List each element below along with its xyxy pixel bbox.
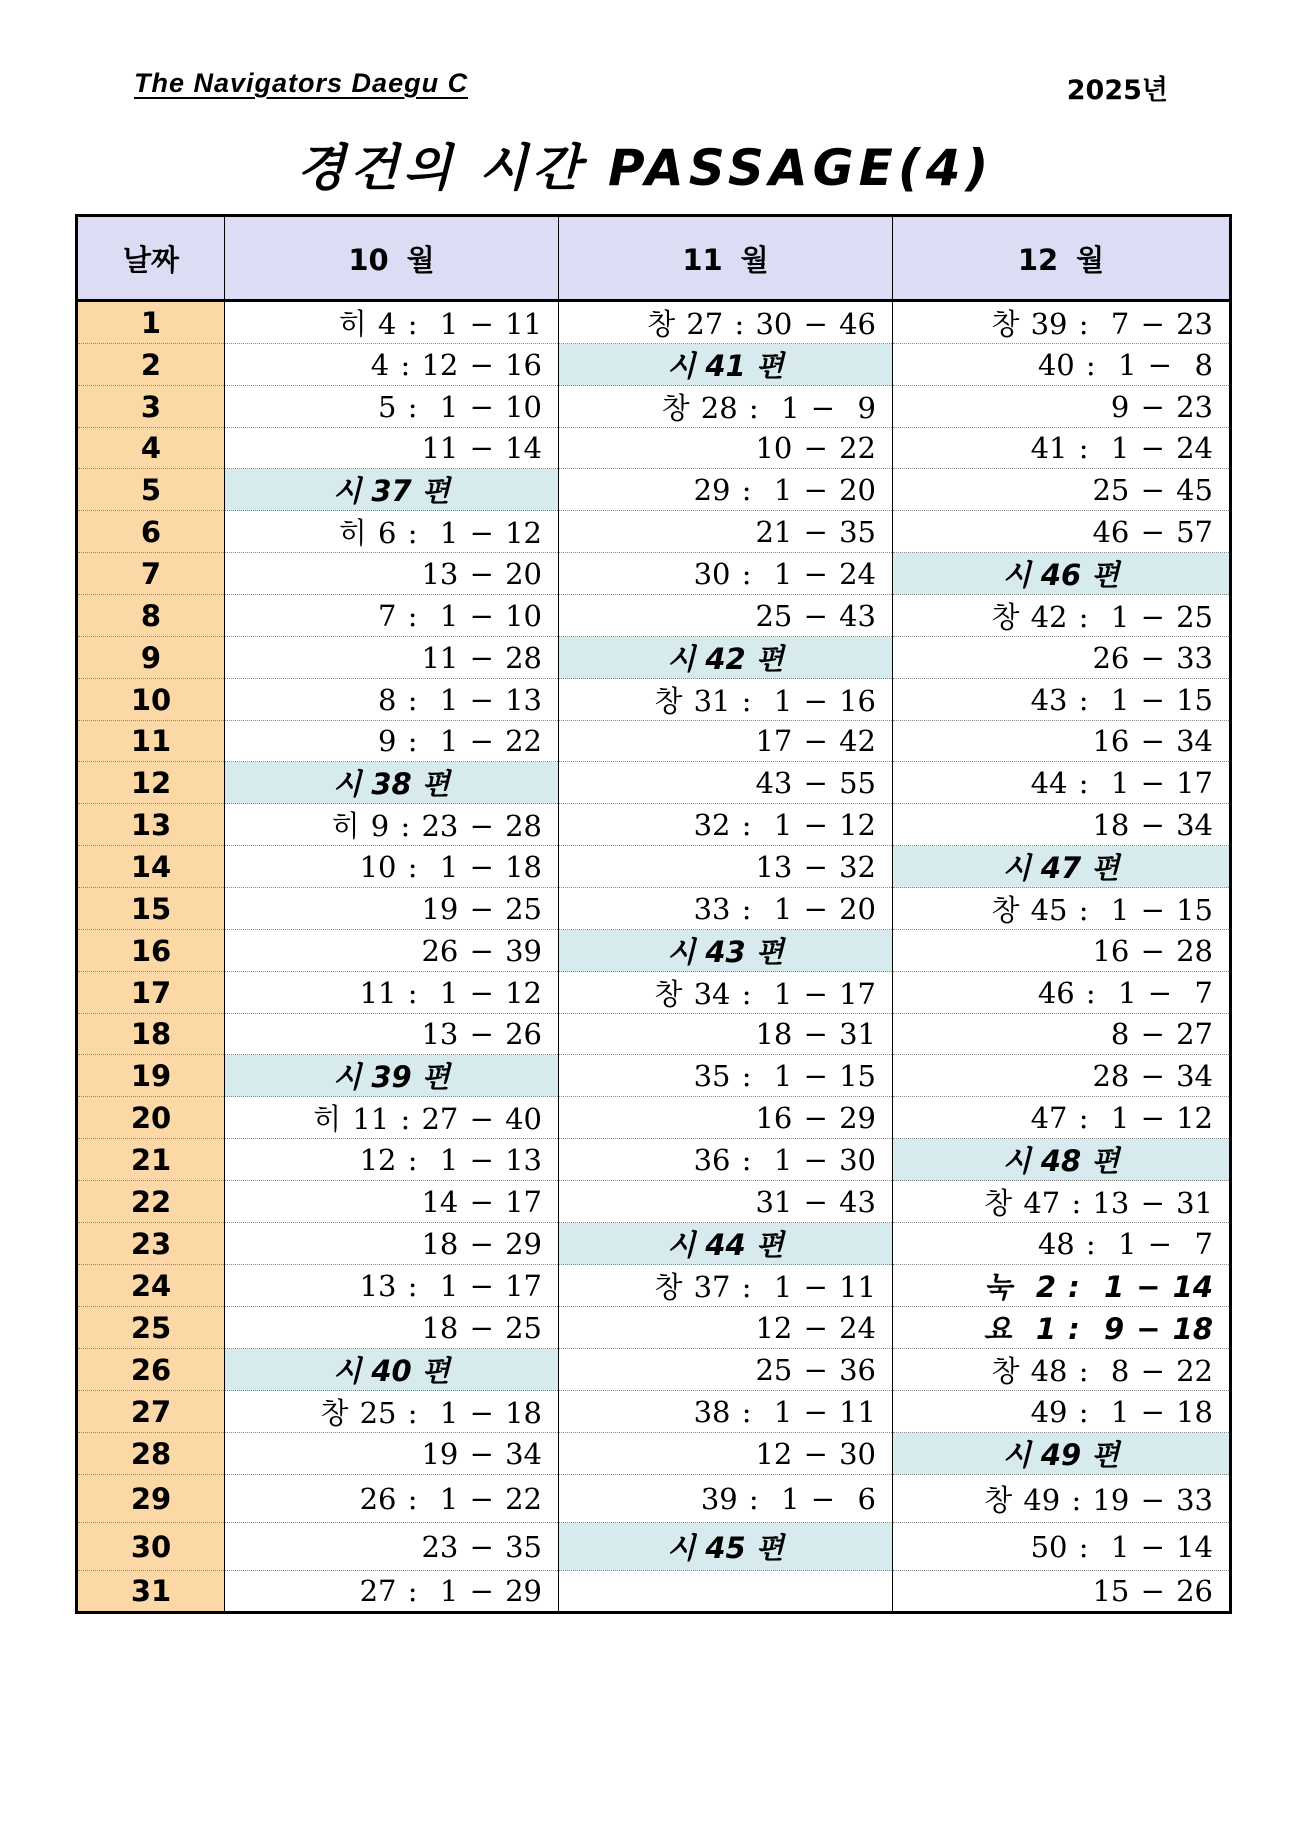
table-body [77, 301, 1231, 1613]
october-reading: 23 − 35 [225, 1523, 559, 1571]
table-row [77, 511, 1231, 553]
october-reading: 12 : 1 − 13 [225, 1139, 559, 1181]
october-reading: 27 : 1 − 29 [225, 1571, 559, 1613]
day-number: 2 [77, 344, 225, 386]
december-reading: 26 − 33 [893, 637, 1231, 679]
december-reading: 25 − 45 [893, 469, 1231, 511]
december-reading: 43 : 1 − 15 [893, 679, 1231, 721]
october-reading: 26 : 1 − 22 [225, 1475, 559, 1523]
day-number: 8 [77, 595, 225, 637]
october-reading: 7 : 1 − 10 [225, 595, 559, 637]
october-reading: 14 − 17 [225, 1181, 559, 1223]
october-reading: 18 − 29 [225, 1223, 559, 1265]
table-row [77, 1265, 1231, 1307]
november-reading: 12 − 24 [559, 1307, 893, 1349]
table-row [77, 1307, 1231, 1349]
december-reading: 8 − 27 [893, 1014, 1231, 1055]
day-number: 29 [77, 1475, 225, 1523]
table-row [77, 888, 1231, 930]
october-reading: 창 25 : 1 − 18 [225, 1391, 559, 1433]
day-number: 15 [77, 888, 225, 930]
table-row [77, 595, 1231, 637]
day-number: 28 [77, 1433, 225, 1475]
month-number: 11 [682, 242, 723, 277]
december-psalm-reading: 시 49 편 [893, 1433, 1231, 1475]
december-reading: 창 42 : 1 − 25 [893, 595, 1231, 637]
november-reading: 10 − 22 [559, 428, 893, 469]
december-reading: 18 − 34 [893, 804, 1231, 846]
october-reading: 11 − 28 [225, 637, 559, 679]
november-reading: 16 − 29 [559, 1097, 893, 1139]
table-row [77, 1055, 1231, 1097]
table-row [77, 386, 1231, 428]
table-row [77, 344, 1231, 386]
table-row [77, 1475, 1231, 1523]
october-reading: 19 − 25 [225, 888, 559, 930]
october-reading: 8 : 1 − 13 [225, 679, 559, 721]
day-number: 20 [77, 1097, 225, 1139]
day-number: 30 [77, 1523, 225, 1571]
november-reading: 18 − 31 [559, 1014, 893, 1055]
october-reading: 히 4 : 1 − 11 [225, 301, 559, 344]
table-row [77, 637, 1231, 679]
october-reading: 히 11 : 27 − 40 [225, 1097, 559, 1139]
december-reading: 16 − 28 [893, 930, 1231, 972]
day-number: 5 [77, 469, 225, 511]
table-row [77, 428, 1231, 469]
day-number: 18 [77, 1014, 225, 1055]
october-reading: 19 − 34 [225, 1433, 559, 1475]
day-number: 23 [77, 1223, 225, 1265]
day-number: 9 [77, 637, 225, 679]
december-reading: 창 47 : 13 − 31 [893, 1181, 1231, 1223]
table-row [77, 1097, 1231, 1139]
december-reading: 49 : 1 − 18 [893, 1391, 1231, 1433]
day-number: 31 [77, 1571, 225, 1613]
day-number: 25 [77, 1307, 225, 1349]
december-reading: 창 45 : 1 − 15 [893, 888, 1231, 930]
table-row [77, 1391, 1231, 1433]
december-reading: 44 : 1 − 17 [893, 762, 1231, 804]
table-row [77, 1571, 1231, 1613]
november-reading: 30 : 1 − 24 [559, 553, 893, 595]
november-reading: 33 : 1 − 20 [559, 888, 893, 930]
day-number: 10 [77, 679, 225, 721]
november-reading [559, 1571, 893, 1613]
november-psalm-reading: 시 41 편 [559, 344, 893, 386]
november-psalm-reading: 시 42 편 [559, 637, 893, 679]
table-row [77, 1223, 1231, 1265]
october-reading: 13 − 26 [225, 1014, 559, 1055]
december-psalm-reading: 시 46 편 [893, 553, 1231, 595]
november-reading: 창 28 : 1 − 9 [559, 386, 893, 428]
november-reading: 25 − 43 [559, 595, 893, 637]
table-row [77, 553, 1231, 595]
column-header-december [893, 216, 1231, 301]
november-reading: 12 − 30 [559, 1433, 893, 1475]
day-number: 19 [77, 1055, 225, 1097]
november-reading: 43 − 55 [559, 762, 893, 804]
november-reading: 32 : 1 − 12 [559, 804, 893, 846]
november-psalm-reading: 시 44 편 [559, 1223, 893, 1265]
year-label: 2025년 [1066, 75, 1168, 106]
december-reading: 창 49 : 19 − 33 [893, 1475, 1231, 1523]
october-reading: 11 − 14 [225, 428, 559, 469]
day-number: 7 [77, 553, 225, 595]
day-number: 3 [77, 386, 225, 428]
table-row [77, 846, 1231, 888]
table-row [77, 930, 1231, 972]
october-reading: 4 : 12 − 16 [225, 344, 559, 386]
december-reading: 48 : 1 − 7 [893, 1223, 1231, 1265]
november-reading: 39 : 1 − 6 [559, 1475, 893, 1523]
table-row [77, 1181, 1231, 1223]
day-number: 12 [77, 762, 225, 804]
day-number: 6 [77, 511, 225, 553]
table-row [77, 972, 1231, 1014]
november-reading: 25 − 36 [559, 1349, 893, 1391]
october-reading: 9 : 1 − 22 [225, 721, 559, 762]
november-reading: 36 : 1 − 30 [559, 1139, 893, 1181]
november-psalm-reading: 시 43 편 [559, 930, 893, 972]
table-row [77, 469, 1231, 511]
table-row [77, 301, 1231, 344]
table-row [77, 679, 1231, 721]
day-number: 17 [77, 972, 225, 1014]
december-reading: 40 : 1 − 8 [893, 344, 1231, 386]
december-reading: 창 39 : 7 − 23 [893, 301, 1231, 344]
december-reading: 47 : 1 − 12 [893, 1097, 1231, 1139]
table-header-row [77, 216, 1231, 301]
day-number: 4 [77, 428, 225, 469]
october-psalm-reading: 시 38 편 [225, 762, 559, 804]
december-psalm-reading: 시 47 편 [893, 846, 1231, 888]
table-row [77, 762, 1231, 804]
table-row [77, 1523, 1231, 1571]
december-reading: 15 − 26 [893, 1571, 1231, 1613]
november-reading: 31 − 43 [559, 1181, 893, 1223]
december-reading: 눅 2 : 1 − 14 [893, 1265, 1231, 1307]
month-unit: 월 [740, 242, 769, 277]
november-reading: 창 34 : 1 − 17 [559, 972, 893, 1014]
table-row [77, 1014, 1231, 1055]
november-reading: 창 27 : 30 − 46 [559, 301, 893, 344]
november-reading: 13 − 32 [559, 846, 893, 888]
day-number: 27 [77, 1391, 225, 1433]
october-psalm-reading: 시 40 편 [225, 1349, 559, 1391]
day-number: 16 [77, 930, 225, 972]
october-reading: 히 9 : 23 − 28 [225, 804, 559, 846]
column-header-october [225, 216, 559, 301]
november-reading: 17 − 42 [559, 721, 893, 762]
month-unit: 월 [1076, 242, 1105, 277]
december-reading: 46 − 57 [893, 511, 1231, 553]
day-number: 1 [77, 301, 225, 344]
day-number: 22 [77, 1181, 225, 1223]
december-reading: 46 : 1 − 7 [893, 972, 1231, 1014]
day-number: 13 [77, 804, 225, 846]
october-psalm-reading: 시 37 편 [225, 469, 559, 511]
column-header-november [559, 216, 893, 301]
table-row [77, 804, 1231, 846]
month-number: 12 [1017, 242, 1059, 277]
november-psalm-reading: 시 45 편 [559, 1523, 893, 1571]
october-reading: 10 : 1 − 18 [225, 846, 559, 888]
page-title: 경건의 시간 PASSAGE(4) [296, 139, 994, 197]
day-number: 26 [77, 1349, 225, 1391]
december-reading: 창 48 : 8 − 22 [893, 1349, 1231, 1391]
december-reading: 9 − 23 [893, 386, 1231, 428]
october-reading: 13 : 1 − 17 [225, 1265, 559, 1307]
month-unit: 월 [406, 242, 435, 277]
column-header-day: 날짜 [77, 216, 225, 301]
october-reading: 히 6 : 1 − 12 [225, 511, 559, 553]
day-number: 24 [77, 1265, 225, 1307]
november-reading: 29 : 1 − 20 [559, 469, 893, 511]
day-number: 21 [77, 1139, 225, 1181]
december-reading: 41 : 1 − 24 [893, 428, 1231, 469]
october-reading: 5 : 1 − 10 [225, 386, 559, 428]
december-psalm-reading: 시 48 편 [893, 1139, 1231, 1181]
october-psalm-reading: 시 39 편 [225, 1055, 559, 1097]
october-reading: 11 : 1 − 12 [225, 972, 559, 1014]
november-reading: 창 37 : 1 − 11 [559, 1265, 893, 1307]
october-reading: 13 − 20 [225, 553, 559, 595]
october-reading: 18 − 25 [225, 1307, 559, 1349]
table-row [77, 1139, 1231, 1181]
december-reading: 28 − 34 [893, 1055, 1231, 1097]
december-reading: 요 1 : 9 − 18 [893, 1307, 1231, 1349]
december-reading: 50 : 1 − 14 [893, 1523, 1231, 1571]
table-row [77, 721, 1231, 762]
day-number: 14 [77, 846, 225, 888]
organization-name: The Navigators Daegu C [134, 68, 469, 98]
october-reading: 26 − 39 [225, 930, 559, 972]
december-reading: 16 − 34 [893, 721, 1231, 762]
november-reading: 35 : 1 − 15 [559, 1055, 893, 1097]
day-number: 11 [77, 721, 225, 762]
november-reading: 창 31 : 1 − 16 [559, 679, 893, 721]
november-reading: 21 − 35 [559, 511, 893, 553]
reading-plan-table [75, 214, 1232, 1614]
month-number: 10 [348, 242, 389, 277]
table-row [77, 1349, 1231, 1391]
november-reading: 38 : 1 − 11 [559, 1391, 893, 1433]
table-row [77, 1433, 1231, 1475]
